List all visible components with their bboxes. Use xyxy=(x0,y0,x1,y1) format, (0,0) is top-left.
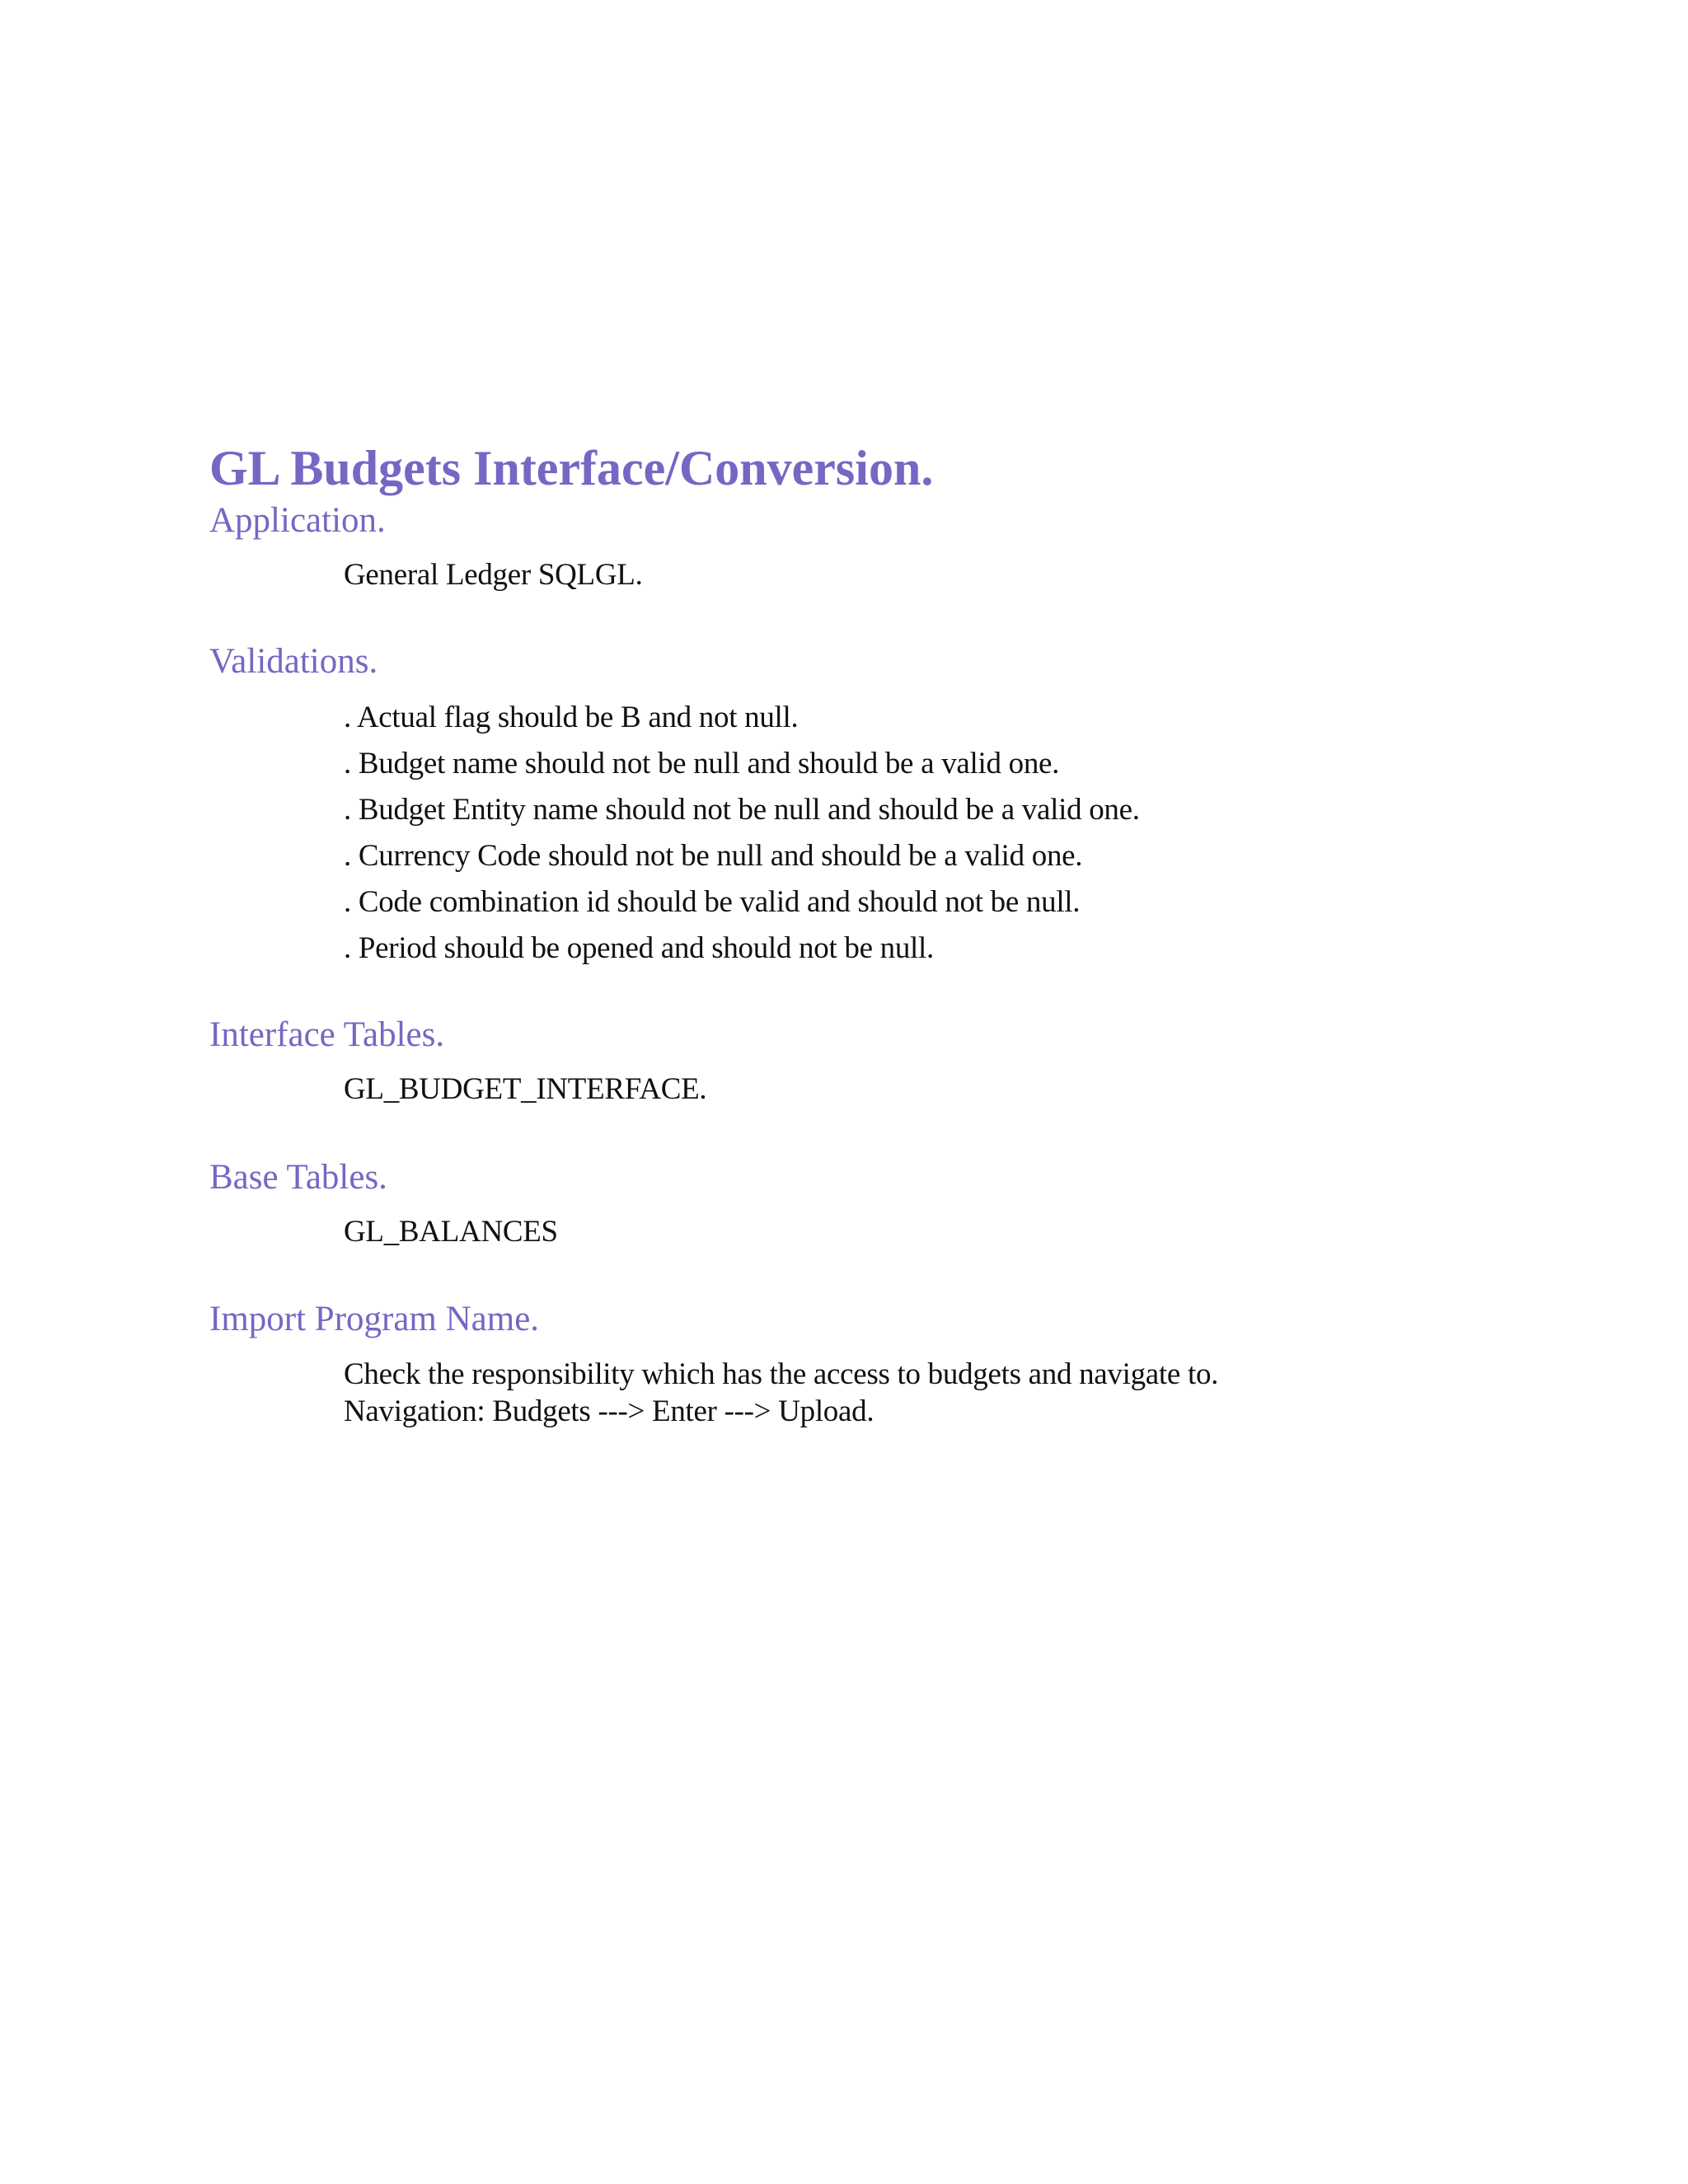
validation-line-4: . Currency Code should not be null and should be a valid one. xyxy=(344,839,1083,873)
base-tables-heading: Base Tables. xyxy=(209,1158,387,1197)
validation-line-5: . Code combination id should be valid and should not be null. xyxy=(344,885,1081,919)
base-table-name: GL_BALANCES xyxy=(344,1215,558,1249)
validation-line-2: . Budget name should not be null and should be a valid one. xyxy=(344,747,1060,780)
validation-line-6: . Period should be opened and should not be null. xyxy=(344,931,934,965)
import-program-line-1: Check the responsibility which has the access to budgets and navigate to. xyxy=(344,1357,1219,1391)
interface-table-name: GL_BUDGET_INTERFACE. xyxy=(344,1072,707,1106)
validation-line-3: . Budget Entity name should not be null and should be a valid one. xyxy=(344,793,1140,827)
document-title: GL Budgets Interface/Conversion. xyxy=(209,441,934,495)
validations-heading: Validations. xyxy=(209,642,378,681)
application-text: General Ledger SQLGL. xyxy=(344,558,643,592)
import-program-heading: Import Program Name. xyxy=(209,1300,540,1338)
import-program-line-2: Navigation: Budgets ---> Enter ---> Upload. xyxy=(344,1394,874,1428)
application-heading: Application. xyxy=(209,501,386,540)
validation-line-1: . Actual flag should be B and not null. xyxy=(344,701,799,734)
interface-tables-heading: Interface Tables. xyxy=(209,1015,445,1054)
